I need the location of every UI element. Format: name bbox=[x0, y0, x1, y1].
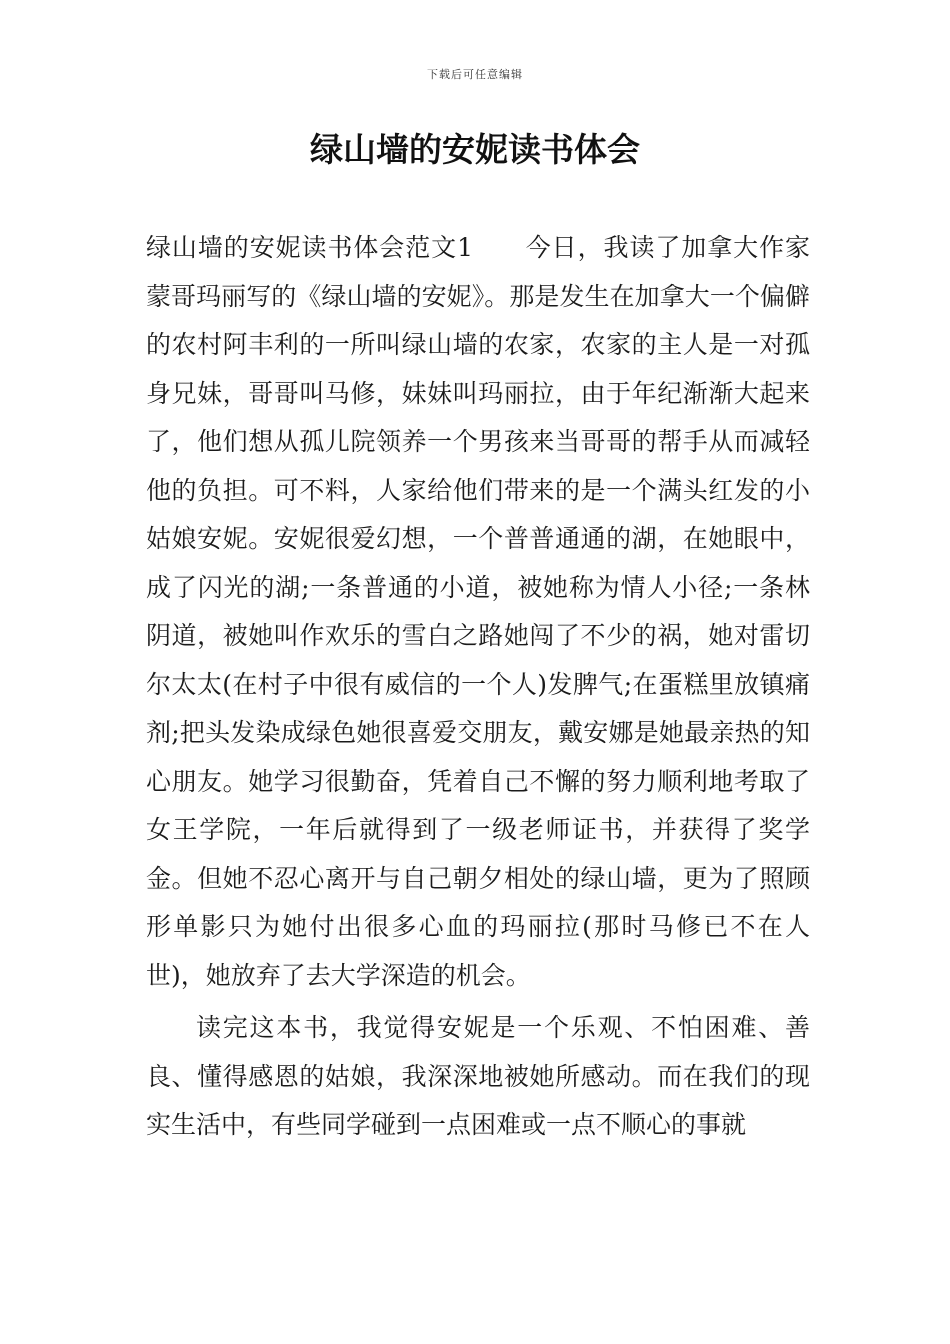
document-title: 绿山墙的安妮读书体会 bbox=[310, 130, 640, 169]
paragraph-1: 绿山墙的安妮读书体会范文1 今日，我读了加拿大作家蒙哥玛丽写的《绿山墙的安妮》。那是发生在加拿大一个偏僻的农村阿丰利的一所叫绿山墙的农家，农家的主人是一对孤身兄妹，哥哥叫马修，妹妹叫玛丽拉，由于年纪渐渐大起来了，他们想从孤儿院领养一个男孩来当哥哥的帮手从而减轻他的负担。可不料，人家给他们带来的是一个满头红发的小姑娘安妮。安妮很爱幻想，一个普普通通的湖，在她眼中，成了闪光的湖;一条普通的小道，被她称为情人小径;一条林阴道，被她叫作欢乐的雪白之路她闯了不少的祸，她对雷切尔太太(在村子中很有威信的一个人)发脾气;在蛋糕里放镇痛剂;把头发染成绿色她很喜爱交朋友，戴安娜是她最亲热的知心朋友。她学习很勤奋，凭着自己不懈的努力顺利地考取了女王学院，一年后就得到了一级老师证书，并获得了奖学金。但她不忍心离开与自己朝夕相处的绿山墙，更为了照顾形单影只为她付出很多心血的玛丽拉(那时马修已不在人世)，她放弃了去大学深造的机会。 bbox=[146, 233, 810, 990]
document-body bbox=[146, 224, 810, 1150]
header-note: 下载后可任意编辑 bbox=[427, 68, 523, 81]
paragraph-2: 读完这本书，我觉得安妮是一个乐观、不怕困难、善良、懂得感恩的姑娘，我深深地被她所感动。而在我们的现实生活中，有些同学碰到一点困难或一点不顺心的事就 bbox=[146, 1013, 810, 1139]
